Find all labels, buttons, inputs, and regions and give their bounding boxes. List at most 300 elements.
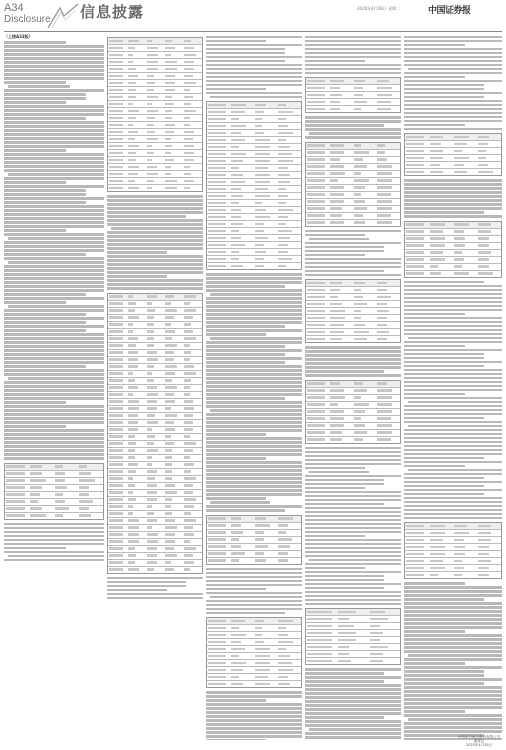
- table-cell: [147, 295, 157, 298]
- table-cell: [208, 244, 226, 247]
- text-line: [206, 699, 266, 702]
- text-line: [404, 610, 502, 613]
- table-cell: [354, 289, 362, 292]
- table-cell: [307, 611, 332, 614]
- text-line: [206, 727, 302, 730]
- table-cell: [377, 324, 386, 327]
- table-cell: [278, 223, 286, 226]
- text-paragraph: [206, 36, 302, 99]
- table-cell: [184, 302, 190, 305]
- text-line: [404, 465, 465, 468]
- text-line: [107, 275, 167, 278]
- table-cell: [307, 144, 325, 147]
- text-line: [206, 695, 302, 698]
- table-cell: [6, 472, 25, 475]
- table-cell: [128, 491, 134, 494]
- table-cell: [165, 414, 177, 417]
- table-cell: [184, 358, 190, 361]
- table-cell: [165, 68, 177, 71]
- text-line: [404, 365, 484, 368]
- text-line: [404, 586, 502, 589]
- table-cell: [55, 514, 63, 517]
- table-cell: [406, 258, 424, 261]
- table-cell: [278, 244, 287, 247]
- table-cell: [165, 323, 171, 326]
- table-row: [108, 178, 202, 185]
- table-row: [108, 143, 202, 150]
- text-line: [305, 519, 401, 522]
- text-line: [404, 285, 502, 288]
- table-cell: [255, 676, 268, 679]
- table-cell: [278, 620, 293, 623]
- table-cell: [307, 410, 325, 413]
- table-cell: [307, 389, 325, 392]
- table-cell: [377, 186, 392, 189]
- table-cell: [184, 138, 193, 141]
- table-cell: [147, 533, 159, 536]
- text-line: [206, 365, 302, 368]
- table-cell: [454, 237, 466, 240]
- table-row: [405, 229, 501, 236]
- table-cell: [165, 435, 171, 438]
- table-cell: [79, 465, 87, 468]
- table-cell: [109, 372, 123, 375]
- text-line: [4, 73, 104, 76]
- table-cell: [128, 96, 137, 99]
- table-cell: [147, 372, 153, 375]
- table-cell: [128, 568, 140, 571]
- table-row: [306, 623, 400, 630]
- text-line: [206, 465, 302, 468]
- text-line: [404, 36, 502, 39]
- text-line: [206, 461, 302, 464]
- table-cell: [478, 150, 486, 153]
- table-cell: [147, 337, 154, 340]
- text-line: [305, 487, 365, 490]
- text-line: [4, 337, 104, 340]
- text-line: [305, 563, 401, 566]
- text-line: [404, 104, 502, 107]
- table-cell: [278, 118, 286, 121]
- table-cell: [184, 379, 191, 382]
- text-line: [404, 48, 502, 51]
- text-line: [305, 700, 401, 703]
- text-line: [206, 441, 302, 444]
- table-cell: [147, 110, 159, 113]
- table-cell: [430, 237, 445, 240]
- text-line: [404, 602, 502, 605]
- table-cell: [231, 545, 240, 548]
- table-row: [306, 658, 400, 664]
- table-cell: [307, 200, 325, 203]
- text-line: [305, 230, 401, 233]
- table-cell: [330, 214, 341, 217]
- table-cell: [147, 96, 159, 99]
- table-cell: [128, 435, 135, 438]
- text-line: [408, 654, 502, 657]
- table-cell: [278, 669, 293, 672]
- text-line: [4, 357, 104, 360]
- text-line: [107, 577, 203, 580]
- table-cell: [128, 442, 137, 445]
- table-cell: [255, 139, 270, 142]
- table-cell: [255, 209, 266, 212]
- text-line: [404, 88, 484, 91]
- table-cell: [165, 351, 174, 354]
- table-cell: [307, 282, 325, 285]
- table-cell: [184, 323, 191, 326]
- table-cell: [478, 143, 488, 146]
- data-table: [206, 101, 302, 270]
- table-cell: [184, 110, 196, 113]
- text-line: [8, 261, 104, 264]
- table-cell: [231, 160, 242, 163]
- text-paragraph: [4, 341, 104, 460]
- text-line: [206, 576, 302, 579]
- table-cell: [406, 532, 424, 535]
- text-line: [206, 505, 302, 508]
- table-cell: [406, 171, 424, 174]
- text-line: [309, 238, 369, 241]
- table-row: [306, 423, 400, 430]
- text-line: [404, 52, 502, 55]
- table-cell: [128, 110, 140, 113]
- text-line: [4, 421, 104, 424]
- table-row: [306, 630, 400, 637]
- table-cell: [128, 547, 135, 550]
- table-cell: [208, 258, 226, 261]
- table-cell: [165, 526, 177, 529]
- table-cell: [307, 151, 325, 154]
- table-row: [306, 199, 400, 206]
- text-line: [206, 76, 302, 79]
- text-line: [404, 215, 502, 218]
- text-line: [404, 80, 502, 83]
- table-cell: [231, 174, 242, 177]
- table-cell: [278, 641, 293, 644]
- table-row: [108, 52, 202, 59]
- text-line: [404, 658, 502, 661]
- table-cell: [128, 316, 140, 319]
- table-cell: [330, 108, 339, 111]
- table-cell: [128, 533, 140, 536]
- text-line: [305, 591, 401, 594]
- text-line: [4, 41, 66, 44]
- table-row: [405, 155, 501, 162]
- table-cell: [128, 505, 134, 508]
- table-cell: [109, 117, 123, 120]
- table-cell: [165, 470, 172, 473]
- table-cell: [109, 180, 123, 183]
- table-cell: [109, 386, 123, 389]
- text-line: [305, 52, 401, 55]
- table-cell: [354, 317, 362, 320]
- table-row: [405, 551, 501, 558]
- text-line: [305, 503, 384, 506]
- table-cell: [478, 525, 491, 528]
- text-line: [206, 703, 302, 706]
- page-number: A34: [4, 2, 24, 14]
- table-cell: [30, 500, 38, 503]
- table-row: [108, 108, 202, 115]
- table-row: [207, 165, 301, 172]
- table-cell: [165, 449, 172, 452]
- table-row: [306, 322, 400, 329]
- text-line: [309, 132, 401, 135]
- text-line: [404, 702, 502, 705]
- text-line: [206, 72, 302, 75]
- text-line: [107, 593, 203, 596]
- table-cell: [147, 463, 153, 466]
- table-cell: [208, 167, 226, 170]
- table-cell: [109, 68, 123, 71]
- text-line: [4, 381, 104, 384]
- text-line: [305, 354, 401, 357]
- text-line: [404, 211, 484, 214]
- table-cell: [165, 40, 172, 43]
- text-line: [4, 281, 104, 284]
- table-row: [108, 94, 202, 101]
- table-cell: [307, 403, 325, 406]
- text-line: [404, 203, 502, 206]
- text-line: [305, 692, 401, 695]
- text-line: [4, 369, 104, 372]
- table-cell: [165, 463, 172, 466]
- table-cell: [165, 512, 172, 515]
- text-line: [107, 211, 203, 214]
- table-row: [306, 388, 400, 395]
- text-line: [404, 76, 465, 79]
- text-line: [4, 229, 66, 232]
- table-cell: [370, 639, 381, 642]
- table-cell: [354, 403, 369, 406]
- table-cell: [208, 662, 226, 665]
- text-line: [404, 481, 502, 484]
- text-line: [4, 89, 104, 92]
- table-cell: [307, 331, 325, 334]
- table-cell: [231, 139, 244, 142]
- text-line: [206, 36, 302, 39]
- table-header-row: [405, 523, 501, 530]
- table-cell: [278, 237, 289, 240]
- table-cell: [278, 683, 289, 686]
- text-line: [4, 531, 104, 534]
- text-line: [206, 485, 302, 488]
- table-cell: [109, 103, 123, 106]
- table-cell: [278, 146, 289, 149]
- table-cell: [430, 525, 445, 528]
- text-line: [206, 309, 302, 312]
- table-cell: [454, 525, 467, 528]
- table-cell: [330, 417, 343, 420]
- table-row: [108, 420, 202, 427]
- table-row: [5, 506, 103, 513]
- table-cell: [231, 552, 244, 555]
- table-cell: [184, 103, 191, 106]
- table-cell: [231, 237, 240, 240]
- text-line: [404, 582, 465, 585]
- table-cell: [278, 648, 286, 651]
- text-line: [4, 385, 104, 388]
- table-cell: [330, 87, 339, 90]
- text-line: [107, 195, 203, 198]
- table-cell: [454, 223, 469, 226]
- table-cell: [147, 40, 153, 43]
- table-row: [108, 504, 202, 511]
- text-line: [4, 441, 104, 444]
- table-cell: [109, 351, 123, 354]
- text-line: [4, 389, 104, 392]
- table-cell: [128, 145, 140, 148]
- table-cell: [184, 117, 190, 120]
- table-cell: [278, 627, 286, 630]
- table-cell: [307, 186, 325, 189]
- text-line: [4, 543, 104, 546]
- table-cell: [430, 150, 443, 153]
- newspaper-masthead: 中国证券报: [428, 6, 471, 16]
- text-line: [4, 325, 104, 328]
- table-cell: [370, 646, 388, 649]
- table-cell: [430, 265, 438, 268]
- text-line: [404, 678, 502, 681]
- table-cell: [231, 538, 239, 541]
- table-cell: [109, 365, 123, 368]
- table-cell: [406, 237, 424, 240]
- table-row: [405, 236, 501, 243]
- table-row: [207, 242, 301, 249]
- table-cell: [377, 431, 392, 434]
- table-cell: [109, 54, 123, 57]
- text-line: [404, 397, 502, 400]
- table-cell: [165, 47, 175, 50]
- table-cell: [147, 568, 154, 571]
- table-cell: [278, 524, 287, 527]
- table-cell: [147, 554, 157, 557]
- text-line: [404, 377, 502, 380]
- table-cell: [165, 103, 174, 106]
- table-cell: [478, 532, 491, 535]
- table-cell: [278, 188, 286, 191]
- table-cell: [128, 61, 134, 64]
- text-line: [206, 453, 302, 456]
- table-cell: [478, 136, 490, 139]
- table-cell: [377, 101, 390, 104]
- text-line: [4, 559, 104, 562]
- table-cell: [255, 132, 264, 135]
- table-cell: [184, 491, 193, 494]
- table-cell: [377, 289, 386, 292]
- column-3: [206, 34, 302, 740]
- table-cell: [377, 303, 386, 306]
- table-cell: [109, 568, 123, 571]
- text-line: [404, 187, 502, 190]
- table-cell: [147, 526, 153, 529]
- table-cell: [109, 421, 123, 424]
- text-line: [4, 341, 104, 344]
- table-row: [207, 207, 301, 214]
- table-cell: [231, 132, 240, 135]
- table-cell: [307, 101, 325, 104]
- table-cell: [128, 187, 140, 190]
- text-line: [404, 650, 502, 653]
- table-cell: [307, 646, 332, 649]
- table-cell: [184, 131, 194, 134]
- table-cell: [330, 310, 345, 313]
- table-row: [207, 558, 301, 564]
- table-cell: [79, 500, 93, 503]
- table-cell: [208, 669, 226, 672]
- text-line: [404, 730, 502, 733]
- table-row: [306, 99, 400, 106]
- text-line: [4, 425, 66, 428]
- table-cell: [165, 372, 175, 375]
- table-row: [108, 150, 202, 157]
- table-cell: [184, 316, 193, 319]
- table-cell: [255, 230, 264, 233]
- table-cell: [109, 295, 123, 298]
- text-line: [4, 445, 104, 448]
- table-cell: [165, 407, 171, 410]
- text-line: [404, 191, 502, 194]
- table-cell: [184, 61, 194, 64]
- table-cell: [109, 519, 123, 522]
- table-cell: [307, 639, 332, 642]
- text-line: [4, 293, 86, 296]
- table-cell: [454, 150, 462, 153]
- table-cell: [255, 118, 263, 121]
- text-line: [404, 305, 502, 308]
- table-cell: [184, 568, 190, 571]
- table-cell: [255, 223, 264, 226]
- table-cell: [147, 498, 157, 501]
- table-cell: [231, 230, 239, 233]
- table-row: [306, 651, 400, 658]
- table-cell: [128, 138, 135, 141]
- text-line: [305, 507, 401, 510]
- table-row: [405, 544, 501, 551]
- table-cell: [278, 104, 286, 107]
- text-line: [305, 599, 401, 602]
- table-cell: [377, 310, 388, 313]
- text-line: [206, 345, 285, 348]
- table-cell: [147, 316, 154, 319]
- table-row: [306, 178, 400, 185]
- text-line: [107, 255, 203, 258]
- table-cell: [128, 526, 140, 529]
- table-cell: [231, 524, 240, 527]
- table-cell: [184, 344, 190, 347]
- table-cell: [128, 75, 138, 78]
- table-cell: [255, 216, 270, 219]
- text-line: [404, 56, 502, 59]
- table-cell: [128, 400, 140, 403]
- text-line: [4, 453, 104, 456]
- text-paragraph: [107, 195, 203, 290]
- table-cell: [109, 47, 123, 50]
- table-cell: [165, 173, 171, 176]
- table-cell: [354, 158, 363, 161]
- table-cell: [354, 303, 367, 306]
- table-cell: [307, 179, 325, 182]
- table-cell: [147, 421, 159, 424]
- table-cell: [109, 554, 123, 557]
- table-cell: [184, 526, 193, 529]
- table-row: [306, 315, 400, 322]
- table-cell: [454, 539, 464, 542]
- table-cell: [255, 655, 270, 658]
- table-cell: [165, 96, 172, 99]
- table-cell: [231, 188, 240, 191]
